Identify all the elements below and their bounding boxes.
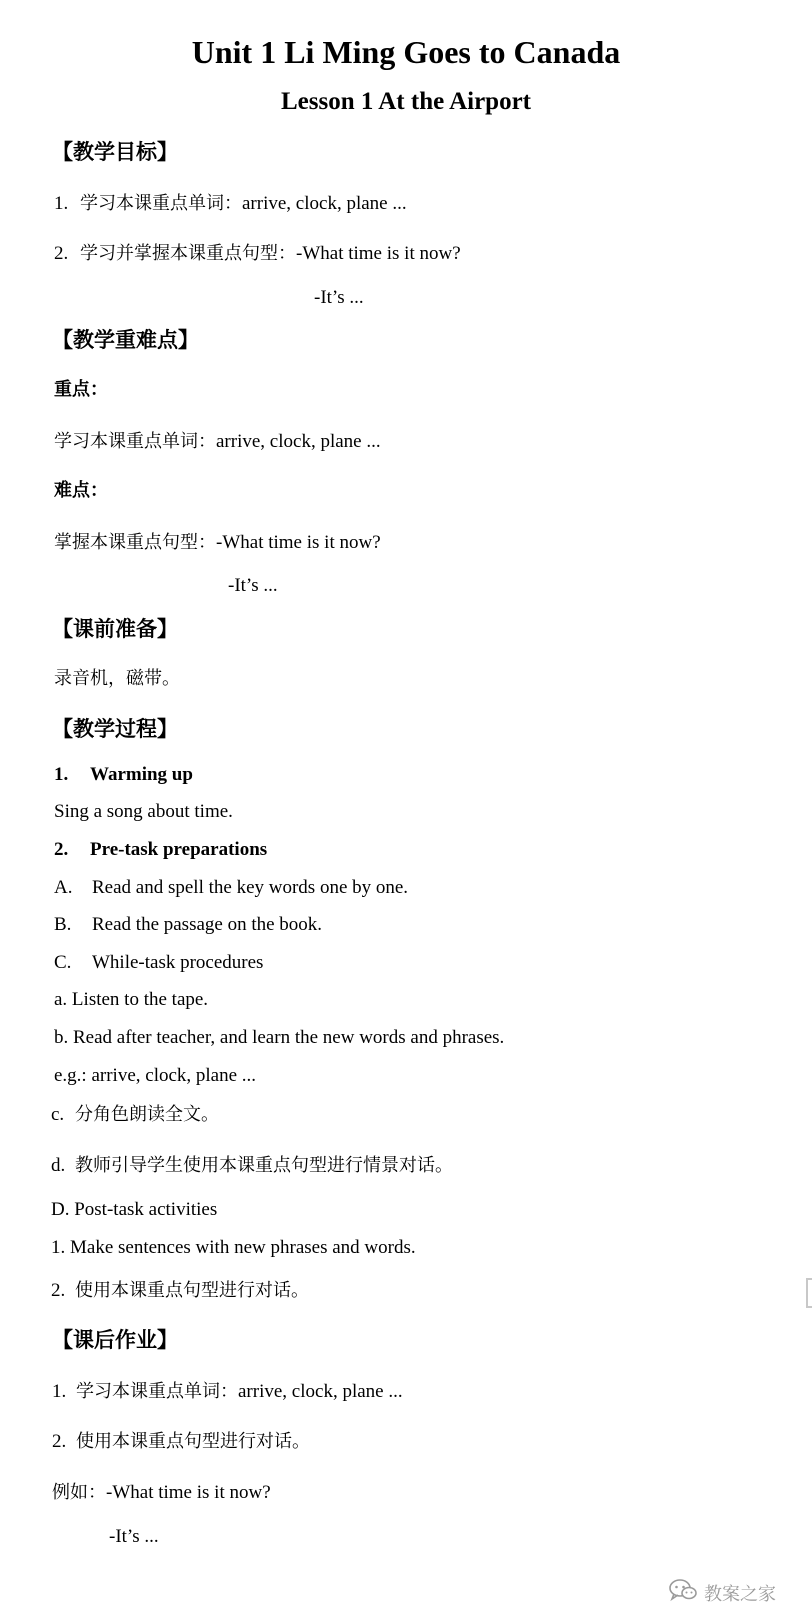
page-edge-mark [806,1278,812,1308]
lesson-subtitle: Lesson 1 At the Airport [281,88,531,115]
objective-item-2-en: -What time is it now? [296,243,461,264]
sub-item-d-cn: 教师引导学生使用本课重点句型进行情景对话。 [75,1155,453,1176]
sub-item-eg: e.g.: arrive, clock, plane ... [54,1065,257,1086]
objective-item-1-en: arrive, clock, plane ... [242,193,407,214]
objective-item-2-number: 2. [54,243,69,264]
step-2-number: 2. [54,839,69,860]
document-title: Unit 1 Li Ming Goes to Canada [191,34,621,70]
key-points-heading: 【教学重难点】 [52,328,199,352]
homework-item-2-cn: 使用本课重点句型进行对话。 [76,1431,310,1452]
post-task-item-2-cn: 使用本课重点句型进行对话。 [75,1280,309,1301]
sub-item-c-label: c. [51,1104,65,1125]
sub-item-a: a. Listen to the tape. [54,989,209,1010]
watermark [668,1578,776,1607]
homework-item-2-number: 2. [52,1431,67,1452]
objective-item-1 [54,194,407,213]
item-b-letter: B. [54,914,72,935]
focus-cn: 学习本课重点单词： [54,431,216,452]
objective-item-2-answer: -It’s ... [314,287,364,308]
objectives-heading: 【教学目标】 [52,140,178,164]
homework-item-1-cn: 学习本课重点单词： [76,1381,238,1402]
sub-item-b: b. Read after teacher, and learn the new words and phrases. [54,1027,505,1048]
step-2-label: Pre-task preparations [90,839,268,860]
sub-item-d-label: d. [51,1155,66,1176]
step-2-title [54,840,267,859]
sub-item-c-cn: 分角色朗读全文。 [75,1104,219,1125]
homework-example-en: -What time is it now? [106,1482,271,1503]
step-1-label: Warming up [90,764,193,785]
homework-example [52,1483,271,1502]
difficulty-en: -What time is it now? [216,532,381,553]
homework-item-1 [52,1382,403,1401]
homework-item-1-number: 1. [52,1381,67,1402]
difficulty-line [54,533,381,552]
step-1-text: Sing a song about time. [54,801,233,822]
item-a-text: Read and spell the key words one by one. [92,877,409,898]
homework-heading: 【课后作业】 [52,1328,178,1352]
item-a-letter: A. [54,877,73,898]
difficulty-cn: 掌握本课重点句型： [54,532,216,553]
preparation-text: 录音机，磁带。 [54,668,180,689]
objective-item-1-number: 1. [54,193,69,214]
homework-item-2 [52,1432,310,1451]
objective-item-2-cn: 学习并掌握本课重点句型： [80,243,296,264]
objective-item-2 [54,244,461,263]
preparation-heading: 【课前准备】 [52,617,178,641]
post-task-title: D. Post-task activities [51,1199,218,1220]
item-b [54,915,322,934]
homework-example-answer: -It’s ... [109,1526,159,1547]
post-task-item-2 [51,1281,309,1300]
sub-item-d [51,1156,453,1175]
difficulty-label: 难点： [54,480,108,501]
step-1-title [54,765,193,784]
item-a [54,878,408,897]
item-c [54,953,263,972]
watermark-text: 教案之家 [704,1583,776,1605]
homework-example-cn: 例如： [52,1482,106,1503]
item-c-letter: C. [54,952,72,973]
wechat-icon [668,1578,698,1607]
post-task-item-2-number: 2. [51,1280,66,1301]
process-heading: 【教学过程】 [52,717,178,741]
item-c-text: While-task procedures [92,952,264,973]
homework-item-1-en: arrive, clock, plane ... [238,1381,403,1402]
focus-en: arrive, clock, plane ... [216,431,381,452]
post-task-item-1: 1. Make sentences with new phrases and words. [51,1237,416,1258]
focus-line [54,432,381,451]
step-1-number: 1. [54,764,69,785]
objective-item-1-cn: 学习本课重点单词： [80,193,242,214]
difficulty-answer: -It’s ... [228,575,278,596]
sub-item-c [51,1105,219,1124]
focus-label: 重点： [54,379,108,400]
item-b-text: Read the passage on the book. [92,914,323,935]
